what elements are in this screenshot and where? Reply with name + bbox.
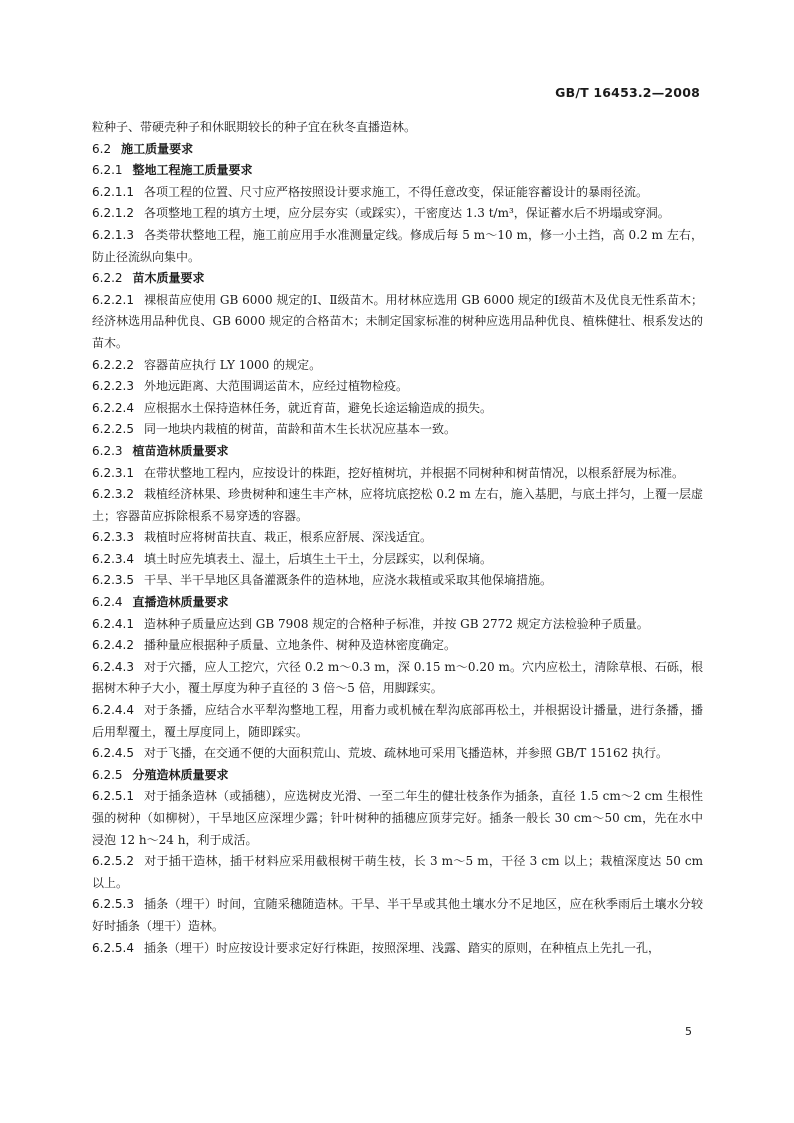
clause-number: 6.2.2.3 bbox=[92, 379, 134, 394]
clause-number: 6.2.3.1 bbox=[92, 465, 134, 480]
heading-title: 直播造林质量要求 bbox=[132, 595, 229, 610]
clause-text: 外地远距离、大范围调运苗木，应经过植物检疫。 bbox=[143, 379, 408, 394]
clause-text: 粒种子、带硬壳种子和休眠期较长的种子宜在秋冬直播造林。 bbox=[92, 120, 417, 134]
clause-text: 干旱、半干旱地区具备灌溉条件的造林地，应浇水栽植或采取其他保墒措施。 bbox=[143, 573, 552, 588]
clause-paragraph bbox=[92, 894, 703, 937]
clause-paragraph bbox=[92, 657, 703, 700]
clause-number: 6.2.2 bbox=[92, 271, 123, 286]
clause-number: 6.2.4 bbox=[92, 595, 123, 610]
clause-text: 对于插条造林（或插穗），应选树皮光滑、一至二年生的健壮枝条作为插条，直径 1.5 cm～2 cm 生根性强的树种（如柳树），干旱地区应深埋少露；针叶树种的插穗应顶芽完好。插条一般长 30 cm～50 cm，先在水中浸泡 12 h～24 h，利于成活。 bbox=[92, 789, 703, 847]
clause-paragraph bbox=[92, 484, 703, 527]
clause-text: 栽植时应将树苗扶直、栽正，根系应舒展、深浅适宜。 bbox=[143, 530, 432, 545]
clause-text: 裸根苗应使用 GB 6000 规定的Ⅰ、Ⅱ级苗木。用材林应选用 GB 6000 规定的Ⅰ级苗木及优良无性系苗木；经济林选用品种优良、GB 6000 规定的合格苗木；未制定国家标准的树种应选用品种优良、植株健壮、根系发达的苗木。 bbox=[92, 292, 703, 350]
clause-number: 6.2.2.2 bbox=[92, 357, 134, 372]
clause-paragraph bbox=[92, 398, 703, 420]
clause-paragraph bbox=[92, 938, 703, 960]
clause-number: 6.2.3.3 bbox=[92, 530, 134, 545]
clause-number: 6.2.2.1 bbox=[92, 292, 134, 307]
clause-number: 6.2.5.2 bbox=[92, 854, 134, 869]
clause-text: 插条（埋干）时间，宜随采穗随造林。干旱、半干旱或其他土壤水分不足地区，应在秋季雨后土壤水分较好时插条（埋干）造林。 bbox=[92, 897, 703, 933]
clause-paragraph bbox=[92, 376, 703, 398]
clause-number: 6.2.3 bbox=[92, 443, 123, 458]
clause-number: 6.2 bbox=[92, 141, 112, 156]
clause-paragraph bbox=[92, 225, 703, 268]
clause-paragraph bbox=[92, 549, 703, 571]
clause-paragraph bbox=[92, 527, 703, 549]
clause-number: 6.2.1.3 bbox=[92, 227, 134, 242]
section-heading bbox=[92, 441, 703, 463]
clause-text: 各类带状整地工程，施工前应用手水准测量定线。修成后每 5 m～10 m，修一小土挡，高 0.2 m 左右，防止径流纵向集中。 bbox=[92, 227, 703, 264]
clause-number: 6.2.4.2 bbox=[92, 638, 134, 653]
clause-number: 6.2.5 bbox=[92, 767, 123, 782]
clause-text: 播种量应根据种子质量、立地条件、树种及造林密度确定。 bbox=[143, 638, 456, 653]
clause-paragraph bbox=[92, 635, 703, 657]
clause-text: 对于飞播，在交通不便的大面积荒山、荒坡、疏林地可采用飞播造林，并参照 GB/T 15162 执行。 bbox=[143, 746, 669, 761]
section-heading bbox=[92, 592, 703, 614]
clause-text: 对于条播，应结合水平犁沟整地工程，用畜力或机械在犁沟底部再松土，并根据设计播量，进行条播，播后用犁覆土，覆土厚度同上，随即踩实。 bbox=[92, 703, 703, 739]
clause-text: 对于插干造林，插干材料应采用截根树干萌生枝，长 3 m～5 m，干径 3 cm 以上；栽植深度达 50 cm 以上。 bbox=[92, 854, 703, 890]
section-heading bbox=[92, 268, 703, 290]
document-body bbox=[92, 117, 703, 959]
clause-text: 插条（埋干）时应按设计要求定好行株距，按照深埋、浅露、踏实的原则，在种植点上先扎一孔， bbox=[143, 940, 660, 955]
clause-text: 容器苗应执行 LY 1000 的规定。 bbox=[143, 357, 322, 372]
clause-paragraph bbox=[92, 614, 703, 636]
clause-number: 6.2.4.1 bbox=[92, 616, 134, 631]
clause-paragraph bbox=[92, 786, 703, 851]
clause-number: 6.2.2.5 bbox=[92, 422, 134, 437]
heading-title: 分殖造林质量要求 bbox=[132, 767, 229, 782]
heading-title: 整地工程施工质量要求 bbox=[132, 163, 253, 178]
clause-number: 6.2.1 bbox=[92, 163, 123, 178]
clause-text: 同一地块内栽植的树苗，苗龄和苗木生长状况应基本一致。 bbox=[143, 422, 456, 437]
clause-text: 应根据水土保持造林任务，就近育苗，避免长途运输造成的损失。 bbox=[143, 400, 492, 415]
clause-text: 填土时应先填表土、湿土，后填生土干土，分层踩实，以利保墒。 bbox=[143, 551, 492, 566]
heading-title: 植苗造林质量要求 bbox=[132, 443, 229, 458]
clause-paragraph bbox=[92, 700, 703, 743]
clause-paragraph bbox=[92, 851, 703, 894]
clause-paragraph bbox=[92, 182, 703, 204]
clause-paragraph bbox=[92, 463, 703, 485]
clause-paragraph bbox=[92, 570, 703, 592]
clause-number: 6.2.3.5 bbox=[92, 573, 134, 588]
clause-number: 6.2.1.2 bbox=[92, 206, 134, 221]
clause-text: 造林种子质量应达到 GB 7908 规定的合格种子标准，并按 GB 2772 规定方法检验种子质量。 bbox=[143, 616, 649, 631]
standard-code-header: GB/T 16453.2—2008 bbox=[555, 85, 700, 100]
clause-text: 各项整地工程的填方土埂，应分层夯实（或踩实），干密度达 1.3 t/m³，保证蓄水后不坍塌或穿洞。 bbox=[143, 206, 670, 221]
clause-paragraph bbox=[92, 419, 703, 441]
clause-paragraph bbox=[92, 290, 703, 355]
section-heading bbox=[92, 160, 703, 182]
clause-number: 6.2.3.4 bbox=[92, 551, 134, 566]
clause-number: 6.2.3.2 bbox=[92, 487, 134, 502]
clause-number: 6.2.2.4 bbox=[92, 400, 134, 415]
clause-paragraph bbox=[92, 117, 703, 139]
clause-text: 对于穴播，应人工挖穴，穴径 0.2 m～0.3 m，深 0.15 m～0.20 m。穴内应松土，清除草根、石砾，根据树木种子大小，覆土厚度为种子直径的 3 倍～5 倍，用脚踩实。 bbox=[92, 659, 703, 696]
clause-number: 6.2.5.1 bbox=[92, 789, 134, 804]
heading-title: 苗木质量要求 bbox=[132, 271, 205, 286]
clause-paragraph bbox=[92, 355, 703, 377]
clause-number: 6.2.1.1 bbox=[92, 184, 134, 199]
page-number: 5 bbox=[685, 1025, 692, 1038]
clause-number: 6.2.4.4 bbox=[92, 703, 134, 718]
section-heading bbox=[92, 139, 703, 161]
clause-text: 栽植经济林果、珍贵树种和速生丰产林，应将坑底挖松 0.2 m 左右，施入基肥，与底土拌匀，上覆一层虚土；容器苗应拆除根系不易穿透的容器。 bbox=[92, 487, 703, 523]
heading-title: 施工质量要求 bbox=[121, 141, 194, 156]
section-heading bbox=[92, 765, 703, 787]
clause-number: 6.2.4.3 bbox=[92, 659, 134, 674]
clause-paragraph bbox=[92, 743, 703, 765]
clause-text: 各项工程的位置、尺寸应严格按照设计要求施工，不得任意改变，保证能容蓄设计的暴雨径流。 bbox=[143, 184, 648, 199]
clause-number: 6.2.4.5 bbox=[92, 746, 134, 761]
clause-number: 6.2.5.3 bbox=[92, 897, 134, 912]
clause-text: 在带状整地工程内，应按设计的株距，挖好植树坑，并根据不同树种和树苗情况，以根系舒展为标准。 bbox=[143, 465, 684, 480]
clause-paragraph bbox=[92, 203, 703, 225]
clause-number: 6.2.5.4 bbox=[92, 940, 134, 955]
